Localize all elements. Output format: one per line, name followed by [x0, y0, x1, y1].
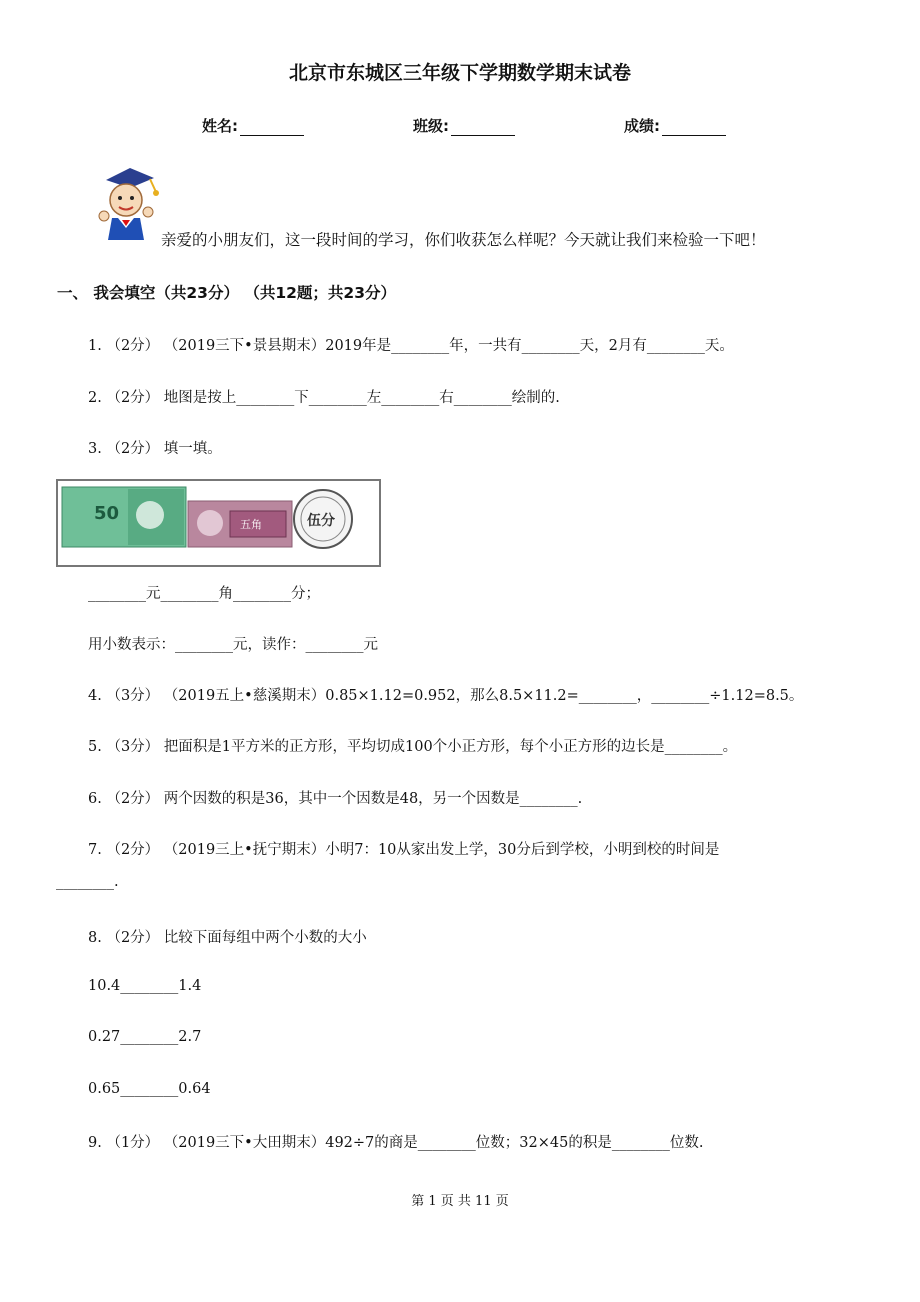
note-50-label: 50 [94, 503, 120, 524]
question-7-line-2: ________. [56, 874, 119, 890]
score-field [624, 115, 726, 136]
score-blank [662, 119, 726, 136]
question-8-a: 10.4________1.4 [88, 978, 202, 994]
question-7-line-1: 7. （2分） （2019三上•抚宁期末）小明7：10从家出发上学，30分后到学校，小明到校的时间是 [88, 842, 720, 858]
mascot-image [92, 166, 164, 244]
section-heading: 一、 我会填空（共23分） （共12题；共23分） [57, 284, 397, 302]
page-title: 北京市东城区三年级下学期数学期末试卷 [288, 62, 631, 84]
page-footer: 第 1 页 共 11 页 [411, 1194, 509, 1209]
question-8-c: 0.65________0.64 [88, 1081, 211, 1097]
question-5: 5. （3分） 把面积是1平方米的正方形，平均切成100个小正方形，每个小正方形的边长是________。 [88, 739, 738, 755]
money-image [56, 479, 381, 567]
question-9: 9. （1分） （2019三下•大田期末）492÷7的商是________位数；32×45的积是________位数. [88, 1135, 704, 1151]
name-field [202, 115, 304, 136]
question-6: 6. （2分） 两个因数的积是36，其中一个因数是48，另一个因数是________. [88, 791, 583, 807]
question-8-b: 0.27________2.7 [88, 1029, 202, 1045]
question-3-line-1: ________元________角________分； [88, 586, 320, 602]
question-1: 1. （2分） （2019三下•景县期末）2019年是________年，一共有________天，2月有________天。 [88, 338, 734, 354]
name-blank [240, 119, 304, 136]
coin-5fen-label: 伍分 [307, 513, 335, 529]
name-label: 姓名: [202, 117, 238, 135]
question-8: 8. （2分） 比较下面每组中两个小数的大小 [88, 930, 367, 946]
class-blank [451, 119, 515, 136]
question-4: 4. （3分） （2019五上•慈溪期末）0.85×1.12=0.952，那么8.5×11.2=________，________÷1.12=8.5。 [88, 688, 804, 704]
note-5jiao-label: 五角 [240, 518, 262, 531]
class-field [413, 115, 515, 136]
greeting-text: 亲爱的小朋友们，这一段时间的学习，你们收获怎么样呢？今天就让我们来检验一下吧！ [161, 231, 766, 249]
class-label: 班级: [413, 117, 449, 135]
question-2: 2. （2分） 地图是按上________下________左________右________绘制的. [88, 390, 560, 406]
question-3: 3. （2分） 填一填。 [88, 441, 222, 457]
question-3-line-2: 用小数表示：________元，读作：________元 [88, 637, 378, 653]
score-label: 成绩: [624, 117, 660, 135]
